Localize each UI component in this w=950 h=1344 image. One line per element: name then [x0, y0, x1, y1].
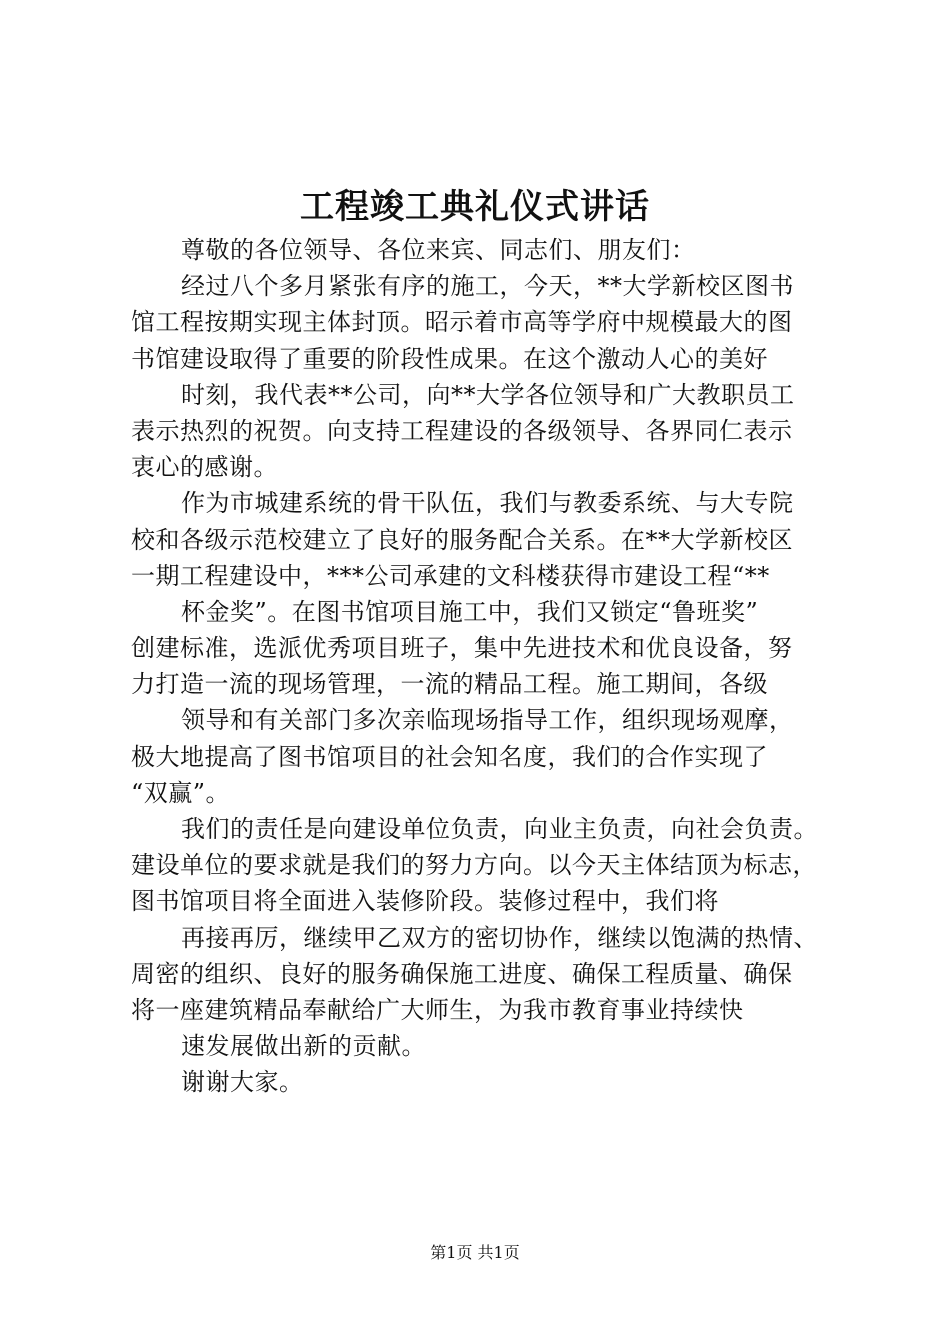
- paragraph-line: 创建标准，选派优秀项目班子，集中先进技术和优良设备，努: [131, 634, 793, 663]
- paragraph-line: 表示热烈的祝贺。向支持工程建设的各级领导、各界同仁表示: [131, 416, 793, 445]
- paragraph-line: 校和各级示范校建立了良好的服务配合关系。在**大学新校区: [131, 525, 793, 554]
- paragraph-line: 周密的组织、良好的服务确保施工进度、确保工程质量、确保: [131, 959, 793, 988]
- paragraph-line: 图书馆项目将全面进入装修阶段。装修过程中，我们将: [131, 887, 719, 916]
- paragraph-line: 一期工程建设中，***公司承建的文科楼获得市建设工程“**: [131, 561, 770, 590]
- paragraph-line: 领导和有关部门多次亲临现场指导工作，组织现场观摩，: [181, 706, 794, 735]
- paragraph-line: 时刻，我代表**公司，向**大学各位领导和广大教职员工: [181, 380, 795, 409]
- paragraph-line: 我们的责任是向建设单位负责，向业主负责，向社会负责。: [181, 815, 818, 843]
- paragraph-line: 衷心的感谢。: [131, 453, 278, 482]
- paragraph-line: 建设单位的要求就是我们的努力方向。以今天主体结顶为标志，: [131, 851, 817, 880]
- paragraph-line: “双赢”。: [131, 778, 231, 807]
- document-body: [131, 232, 831, 1101]
- page-number-footer: 第1页 共1页: [430, 1243, 520, 1262]
- paragraph-line: 极大地提高了图书馆项目的社会知名度，我们的合作实现了: [131, 742, 768, 771]
- paragraph-line: 作为市城建系统的骨干队伍，我们与教委系统、与大专院: [181, 489, 794, 518]
- paragraph-line: 馆工程按期实现主体封顶。昭示着市高等学府中规模最大的图: [131, 308, 793, 337]
- paragraph-line: 书馆建设取得了重要的阶段性成果。在这个激动人心的美好: [131, 344, 768, 373]
- paragraph-line: 力打造一流的现场管理，一流的精品工程。施工期间，各级: [131, 670, 768, 699]
- paragraph-line: 再接再厉，继续甲乙双方的密切协作，继续以饱满的热情、: [181, 923, 818, 952]
- paragraph-line: 杯金奖”。在图书馆项目施工中，我们又锁定“鲁班奖”: [181, 597, 759, 626]
- document-title: 工程竣工典礼仪式讲话: [300, 187, 650, 227]
- salutation-line: 尊敬的各位领导、各位来宾、同志们、朋友们：: [181, 236, 696, 264]
- paragraph-line: 速发展做出新的贡献。: [181, 1032, 426, 1061]
- paragraph-line: 将一座建筑精品奉献给广大师生，为我市教育事业持续快: [131, 995, 744, 1024]
- paragraph-line: 经过八个多月紧张有序的施工，今天，**大学新校区图书: [181, 272, 794, 301]
- closing-line: 谢谢大家。: [181, 1068, 304, 1097]
